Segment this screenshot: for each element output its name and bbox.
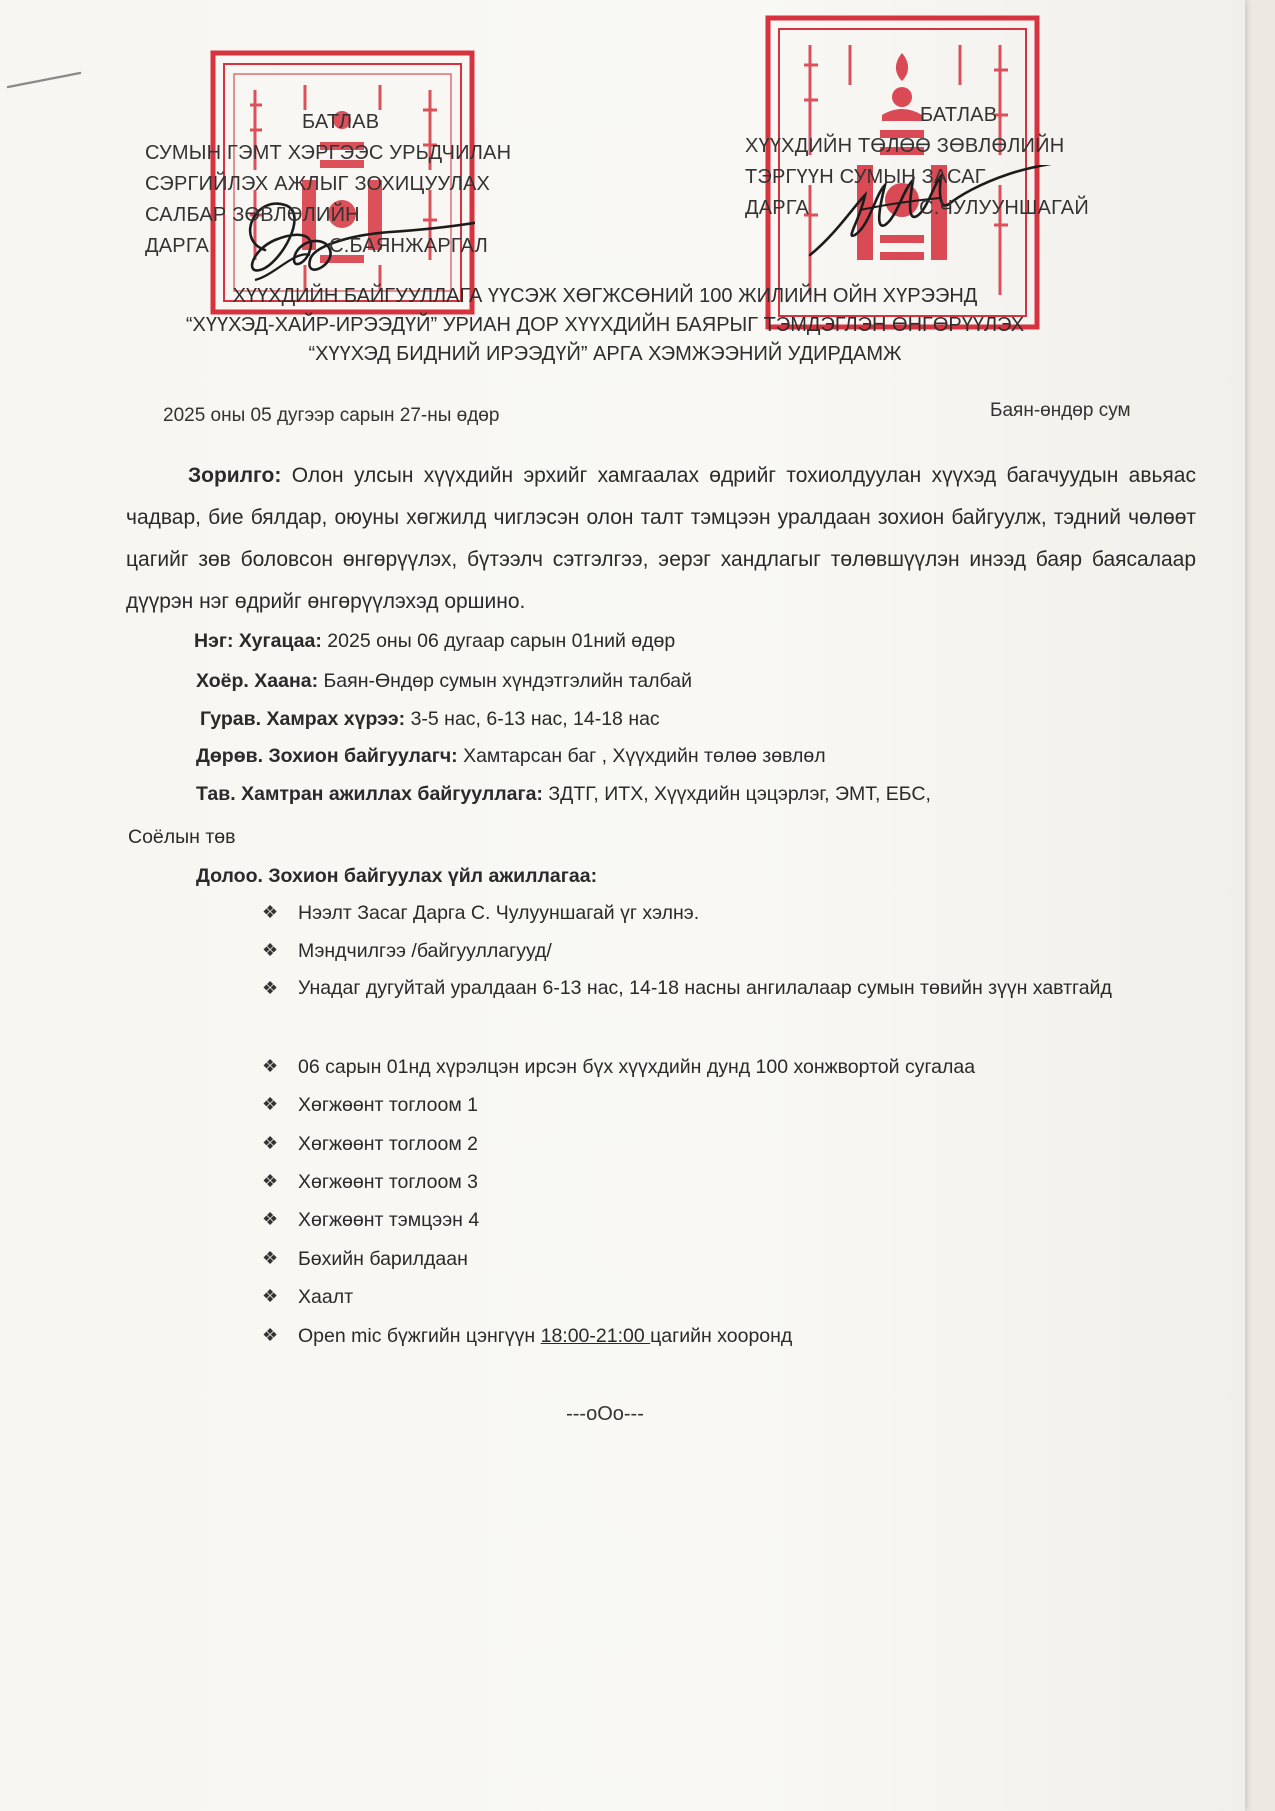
document-date: 2025 оны 05 дугээр сарын 27-ны өдөр [163,405,500,426]
section-partners-continuation: Соёлын төв [128,826,236,848]
bullet-icon: ❖ [262,1209,279,1229]
bullet-icon: ❖ [262,978,279,998]
section-scope-value: 3-5 нас, 6-13 нас, 14-18 нас [410,708,660,730]
purpose-paragraph [126,455,1196,623]
section-partners [196,783,931,806]
section-where-value: Баян-Өндөр сумын хүндэтгэлийн талбай [323,670,692,692]
section-partners-label: Тав. Хамтран ажиллах байгууллага: [196,783,543,805]
purpose-text: Олон улсын хүүхдийн эрхийг хамгаалах өдрийг тохиолдуулан хүүхэд багачуудын авьяас чадвар, бие бялдар, оюуны хөгжилд чиглэсэн олон талт тэмцээн уралдаан зохион байгуулж, тэдний чөлөөт цагийг зөв боловсон өнгөрүүлэх, бүтээлч сэтгэлгээ, эерэг хандлагыг төлөвшүүлэн инээд баяр баясалаар дүүрэн нэг өдрийг өнгөрүүлэхэд оршино. [126,464,1196,613]
bullet-icon: ❖ [262,940,279,960]
approval-left-role: ДАРГА [145,235,210,257]
approval-right-line2: ТЭРГҮҮН СУМЫН ЗАСАГ [745,166,986,188]
approval-right-role: ДАРГА [745,197,810,219]
purpose-label: Зорилго: [188,464,282,487]
section-time-label: Нэг: Хугацаа: [194,630,322,652]
section-organizer [196,745,826,768]
section-activities [196,865,597,888]
pencil-mark [4,70,84,90]
bullet-icon: ❖ [262,1094,279,1114]
title-line-1: ХҮҮХДИЙН БАЙГУУЛЛАГА ҮҮСЭЖ ХӨГЖСӨНИЙ 100 ЖИЛИЙН ОЙН ХҮРЭЭНД [232,285,978,307]
approval-left-signatory [145,231,511,262]
section-time-value: 2025 оны 06 дугаар сарын 01ний өдөр [327,630,676,652]
title-line-2: “ХҮҮХЭД-ХАЙР-ИРЭЭДҮЙ” УРИАН ДОР ХҮҮХДИЙН БАЯРЫГ ТЭМДЭГЛЭН ӨНГӨРҮҮЛЭХ [185,314,1025,336]
section-organizer-value: Хамтарсан баг , Хүүхдийн төлөө зөвлөл [463,745,826,767]
section-scope [200,708,660,731]
bullet-icon: ❖ [262,1171,279,1191]
approval-title-left: БАТЛАВ [302,111,380,133]
section-where [196,670,692,693]
section-partners-value: ЗДТГ, ИТХ, Хүүхдийн цэцэрлэг, ЭМТ, ЕБС, [548,783,931,805]
bullet-icon: ❖ [262,902,279,922]
document-end-mark: ---oOo--- [566,1403,644,1425]
approval-block-right [745,100,1089,224]
section-activities-label: Долоо. Зохион байгуулах үйл ажиллагаа: [196,865,598,887]
section-organizer-label: Дөрөв. Зохион байгуулагч: [196,745,458,767]
event-time: 18:00-21:00 [540,1325,651,1347]
approval-left-line1: СУМЫН ГЭМТ ХЭРГЭЭС УРЬДЧИЛАН [145,142,512,164]
approval-block-left [145,107,511,262]
approval-left-line2: СЭРГИЙЛЭХ АЖЛЫГ ЗОХИЦУУЛАХ [145,173,491,195]
approval-left-name: С.БАЯНЖАРГАЛ [329,235,488,257]
bullet-icon: ❖ [262,1133,279,1153]
document-page: БАТЛАВ СУМЫН ГЭМТ ХЭРГЭЭС УРЬДЧИЛАН СЭРГИЙЛЭХ АЖЛЫГ ЗОХИЦУУЛАХ САЛБАР ЗӨВЛӨЛИЙН ДАРГА С.БАЯНЖАРГАЛ БАТЛАВ ХҮҮХДИЙН ТӨЛӨӨ ЗӨВЛӨЛИЙН ТЭРГҮҮН СУМЫН ЗАСАГ ДАРГА С.ЧУЛУУНШАГАЙ ХҮҮХДИЙН БАЙГУУЛЛАГА ҮҮСЭЖ ХӨГЖСӨНИЙ 100 ЖИЛИЙН ОЙН ХҮРЭЭНД “ХҮҮХЭД-ХАЙР-ИРЭЭДҮЙ” УРИАН ДОР ХҮҮХДИЙН БАЯРЫГ ТЭМДЭГЛЭН ӨНГӨРҮҮЛЭХ “ХҮҮХЭД БИДНИЙ ИРЭЭДҮЙ” АРГА ХЭМЖЭЭНИЙ УДИРДАМЖ 2025 оны 05 дугээр сарын 27-ны өдөр Баян-өндөр сум Зорилго: Олон улсын хүүхдийн эрхийг хамгаалах өдрийг тохиолдуулан хүүхэд багачуудын авьяас чадвар, бие бялдар, оюуны хөгжилд чиглэсэн олон талт тэмцээн уралдаан зохион байгуулж, тэдний чөлөөт цагийг зөв боловсон өнгөрүүлэх, бүтээлч сэтгэлгээ, эерэг хандлагыг төлөвшүүлэн инээд баяр баясалаар дүүрэн нэг өдрийг өнгөрүүлэхэд оршино. Нэг: Хугацаа: 2025 оны 06 дугаар сарын 01ний өдөр Хоёр. Хаана: Баян-Өндөр сумын хүндэтгэлийн талбай Гурав. Хамрах хүрээ: 3-5 нас, 6-13 нас, 14-18 нас Дөрөв. Зохион байгуулагч: Хамтарсан баг , Хүүхдийн төлөө зөвлөл Тав. Хамтран ажиллах байгууллага: ЗДТГ, ИТХ, Хүүхдийн цэцэрлэг, ЭМТ, ЕБС, Соёлын төв Долоо. Зохион байгуулах үйл ажиллагаа: ❖ Нээлт Засаг Дарга С. Чулууншагай үг хэлнэ. ❖ Мэндчилгээ /байгууллагууд/ ❖ Унадаг дугуйтай уралдаан 6-13 нас, 14-18 насны ангилалаар сумын төвийн зүүн хавтгайд ❖ 06 сарын 01нд хүрэлцэн ирсэн бүх хүүхдийн дунд 100 хонжвортой сугалаа ❖ Хөгжөөнт тоглоом 1 ❖ Хөгжөөнт тоглоом 2 ❖ Хөгжөөнт тоглоом 3 ❖ Хөгжөөнт тэмцээн 4 ❖ Бөхийн барилдаан ❖ Хаалт ❖ Open mic бүжгийн цэнгүүн 18:00-21:00 цагийн хооронд ---oOo--- [0,0,1245,1811]
section-time [194,630,675,653]
title-line-3: “ХҮҮХЭД БИДНИЙ ИРЭЭДҮЙ” АРГА ХЭМЖЭЭНИЙ УДИРДАМЖ [308,343,902,365]
bullet-icon: ❖ [262,1248,279,1268]
approval-right-signatory [745,193,1089,224]
approval-title-right: БАТЛАВ [920,104,998,126]
bullet-icon: ❖ [262,1286,279,1306]
document-place: Баян-өндөр сум [990,400,1131,421]
approval-right-name: С.ЧУЛУУНШАГАЙ [919,197,1089,219]
bullet-icon: ❖ [262,1325,279,1345]
approval-left-line3: САЛБАР ЗӨВЛӨЛИЙН [145,204,360,226]
section-scope-label: Гурав. Хамрах хүрээ: [200,708,406,730]
approval-right-line1: ХҮҮХДИЙН ТӨЛӨӨ ЗӨВЛӨЛИЙН [745,135,1065,157]
document-title [0,282,1210,369]
section-where-label: Хоёр. Хаана: [196,670,319,692]
bullet-icon: ❖ [262,1056,279,1076]
